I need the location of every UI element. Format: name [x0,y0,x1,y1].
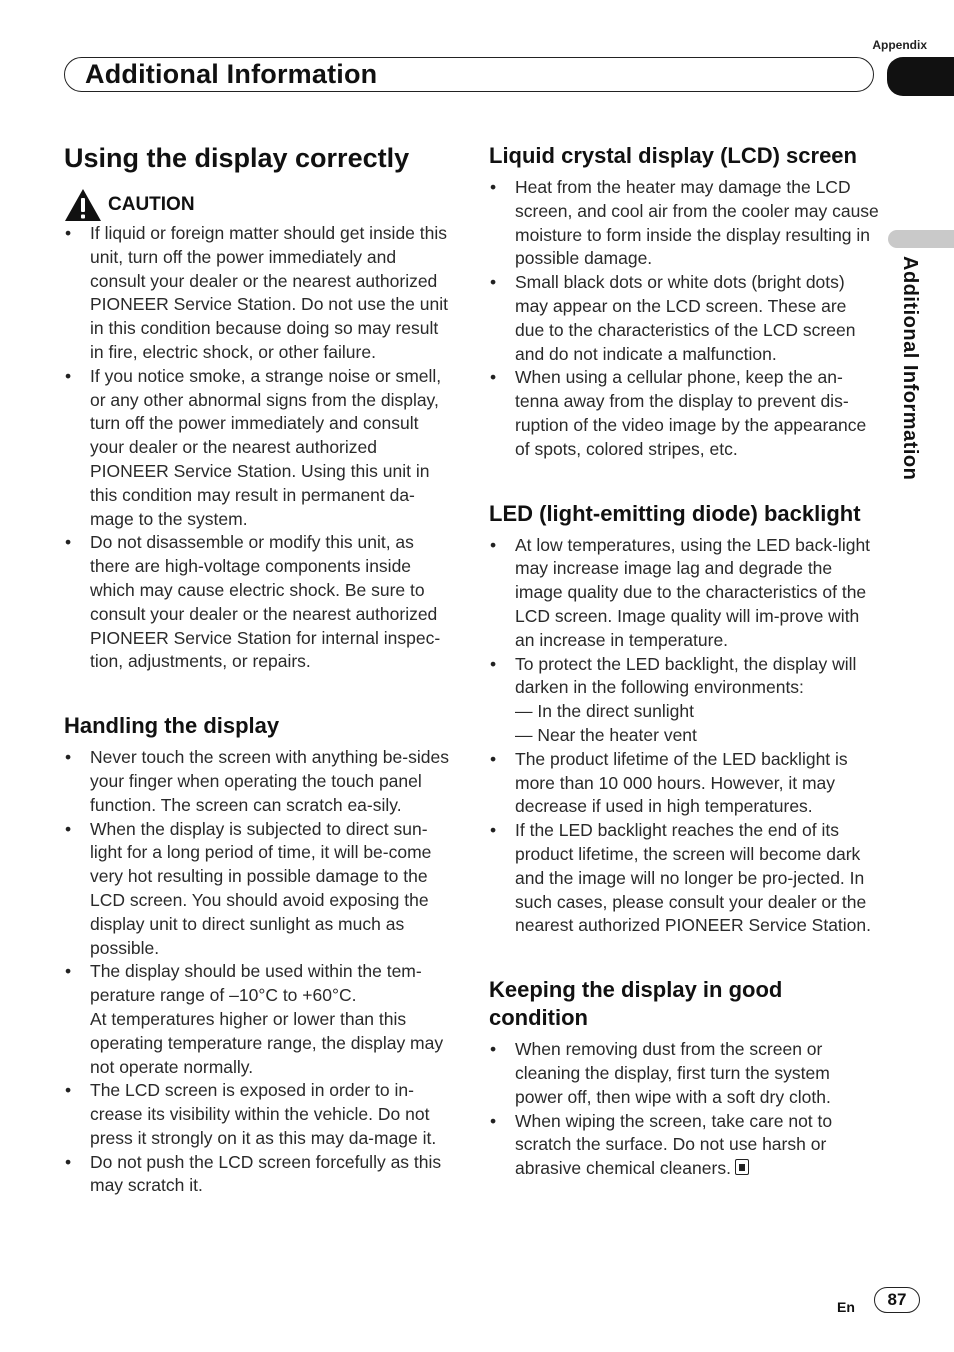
page-number: 87 [874,1287,920,1313]
warning-triangle-icon [64,188,102,222]
appendix-label: Appendix [872,38,927,52]
list-item: • Do not disassemble or modify this unit, as there are high-voltage components inside which may cause electric shock. Be sure to consult your dealer or the nearest authorized PIONEER Service Station for internal inspec-tion, adjustments, or repairs. [64,531,454,674]
list-item [489,1110,879,1181]
list-item [489,653,879,748]
temperature-range-text: • The display should be used within the tem-perature range of –10°C to +60°C. [90,961,422,1006]
list-item: • When removing dust from the screen or cleaning the display, first turn the system power off, then wipe with a soft dry cloth. [489,1038,879,1109]
caution-heading [64,188,454,222]
lcd-list [489,176,879,462]
list-item: • If the LED backlight reaches the end of its product lifetime, the screen will become dark and the image will no longer be pro-jected. In such cases, please consult your dealer or the nearest authorized PIONEER Service Station. [489,819,879,938]
list-item: • Never touch the screen with anything be-sides your finger when operating the touch panel function. The screen can scratch ea-sily. [64,746,454,817]
list-item: • When the display is subjected to direct sun-light for a long period of time, it will be-come very hot resulting in possible damage to the LCD screen. You should avoid exposing the display unit to direct sunlight as much as possible. [64,818,454,961]
led-env-sunlight: — In the direct sunlight [515,701,694,722]
caution-label: CAUTION [108,194,195,216]
list-item: • If liquid or foreign matter should get inside this unit, turn off the power immediately and consult your dealer or the nearest authorized PIONEER Service Station. Do not use the unit in this condition because doing so may result in fire, electric shock, or other failure. [64,222,454,365]
list-item: • Small black dots or white dots (bright dots) may appear on the LCD screen. These are due to the characteristics of the LCD screen and do not indicate a malfunction. [489,271,879,366]
list-item: • If you notice smoke, a strange noise or smell, or any other abnormal signs from the display, turn off the power immediately and consult your dealer or the nearest authorized PIONEER Service Station. Using this unit in this condition may result in permanent da-mage to the system. [64,365,454,532]
temperature-note: At temperatures higher or lower than this operating temperature range, the display may not operate normally. [90,1008,444,1077]
list-item: • When using a cellular phone, keep the an-tenna away from the display to prevent dis-ruption of the video image by the appearance of spots, colored stripes, etc. [489,366,879,461]
led-list [489,534,879,939]
side-section-label: Additional Information [899,256,921,481]
section-title: Additional Information [85,59,378,89]
led-heading: LED (light-emitting diode) backlight [489,500,861,526]
led-env-heater: — Near the heater vent [515,724,697,745]
list-item: • Do not push the LCD screen forcefully as this may scratch it. [64,1151,454,1199]
handling-list [64,746,454,1198]
keeping-list [489,1038,879,1181]
section-tab [887,57,954,96]
page-title: Using the display correctly [64,143,410,173]
end-of-section-icon [735,1159,749,1175]
led-protect-text: • To protect the LED backlight, the display will darken in the following environments: [515,653,857,698]
section-header [64,57,874,92]
caution-list [64,222,454,674]
right-column [489,142,879,1181]
list-item: • The LCD screen is exposed in order to in-crease its visibility within the vehicle. Do not press it strongly on it as this may da-mage it. [64,1079,454,1150]
side-index-tab [888,230,954,248]
list-item: • The product lifetime of the LED backlight is more than 10 000 hours. However, it may decrease if used in high temperatures. [489,748,879,819]
keeping-heading: Keeping the display in good condition [489,977,783,1031]
keeping-item-text: When wiping the screen, take care not to scratch the surface. Do not use harsh or abrasive chemical cleaners. [515,1110,833,1179]
list-item [64,960,454,1079]
list-item: • Heat from the heater may damage the LCD screen, and cool air from the cooler may cause moisture to form inside the display resulting in possible damage. [489,176,879,271]
lcd-heading: Liquid crystal display (LCD) screen [489,143,857,168]
left-column [64,138,454,1198]
list-item: • At low temperatures, using the LED back-light may increase image lag and degrade the image quality due to the characteristics of the LCD screen. Image quality will im-prove with an increase in temperature. [489,534,879,653]
language-code: En [837,1299,855,1315]
handling-heading: Handling the display [64,713,280,739]
